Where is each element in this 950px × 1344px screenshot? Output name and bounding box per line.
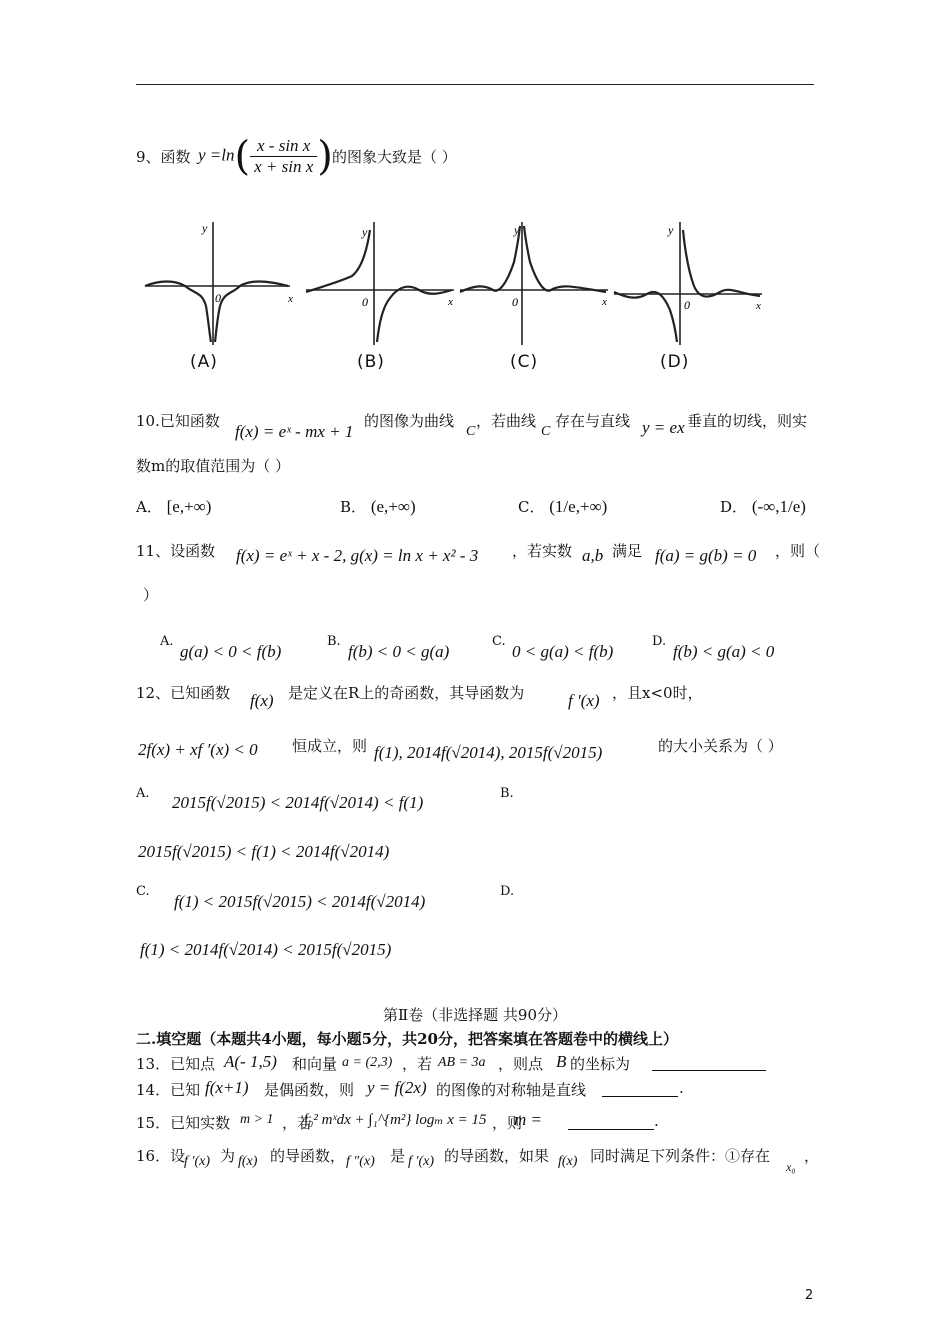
q13-cond: AB = 3a bbox=[438, 1055, 486, 1070]
q16-x0: x₀ bbox=[786, 1160, 796, 1174]
q9-d-axis-x: x bbox=[756, 300, 761, 312]
q10-line2: 数m的取值范围为（ ） bbox=[136, 457, 290, 475]
q16-text3: 的导函数， bbox=[270, 1147, 346, 1165]
q11-option-d: f(b) < g(a) < 0 bbox=[673, 642, 775, 661]
q9-graph-c bbox=[458, 210, 618, 350]
q9-d-origin: 0 bbox=[684, 298, 690, 312]
q16-f2: f(x) bbox=[558, 1154, 578, 1169]
q11-text3: 满足 bbox=[612, 542, 643, 560]
q16-fp: f ′(x) bbox=[184, 1154, 210, 1169]
header-rule bbox=[136, 84, 814, 85]
q11-option-b-label: B. bbox=[327, 634, 341, 649]
q10-formula: f(x) = eˣ - mx + 1 bbox=[235, 422, 354, 441]
q11-text1: 11、设函数 bbox=[136, 542, 216, 560]
q14-end: . bbox=[679, 1079, 684, 1097]
q9-a-axis-x: x bbox=[288, 293, 293, 305]
q15-text1: 15．已知实数 bbox=[136, 1114, 231, 1132]
q9-graph-a bbox=[140, 210, 300, 350]
q13-text2: 和向量 bbox=[292, 1055, 338, 1073]
q12-fpx: f ′(x) bbox=[568, 691, 600, 710]
q9-label-b: (B) bbox=[357, 352, 385, 372]
q13-text3: ，若 bbox=[402, 1055, 433, 1073]
q10-option-c: C． (1/e,+∞) bbox=[518, 497, 608, 516]
q12-option-d-label: D. bbox=[500, 884, 515, 899]
q12-text2: 是定义在R上的奇函数，其导函数为 bbox=[288, 684, 525, 702]
q13-text5: 的坐标为 bbox=[570, 1055, 631, 1073]
q11-option-a-label: A. bbox=[160, 634, 174, 649]
q9-label-d: (D) bbox=[660, 352, 690, 372]
q12-ineq: 2f(x) + xf ′(x) < 0 bbox=[138, 740, 258, 759]
q12-option-d: f(1) < 2014f(√2014) < 2015f(√2015) bbox=[140, 940, 392, 959]
q10-text2: 的图像为曲线 bbox=[364, 412, 455, 430]
q11-option-c-label: C. bbox=[492, 634, 506, 649]
q12-option-a: 2015f(√2015) < 2014f(√2014) < f(1) bbox=[172, 793, 424, 812]
q16-f: f(x) bbox=[238, 1154, 258, 1169]
page-number: 2 bbox=[805, 1288, 814, 1303]
q9-frac-den: x + sin x bbox=[254, 157, 314, 176]
q14-f2: y = f(2x) bbox=[367, 1078, 427, 1097]
q15-m: m = bbox=[514, 1110, 542, 1129]
q15-integral: ∫₀² mˣdx + ∫₁^{m²} logₘ x = 15 bbox=[304, 1112, 487, 1128]
q10-text4: 存在与直线 bbox=[555, 412, 631, 430]
q12-option-c: f(1) < 2015f(√2015) < 2014f(√2014) bbox=[174, 892, 426, 911]
q9-b-origin: 0 bbox=[362, 295, 368, 309]
q11-option-a: g(a) < 0 < f(b) bbox=[180, 642, 282, 661]
q9-d-axis-y: y bbox=[668, 223, 674, 237]
q13-point-a: A(- 1,5) bbox=[224, 1052, 277, 1071]
q9-c-axis-x: x bbox=[602, 296, 607, 308]
q16-end: ， bbox=[804, 1147, 820, 1165]
q10-option-d: D． (-∞,1/e) bbox=[720, 497, 806, 516]
q16-text6: 同时满足下列条件：①存在 bbox=[590, 1147, 771, 1165]
q14-f1: f(x+1) bbox=[205, 1078, 249, 1097]
q16-text1: 16．设 bbox=[136, 1147, 186, 1165]
q13-text1: 13．已知点 bbox=[136, 1055, 216, 1073]
q9-a-axis-y: y bbox=[202, 221, 208, 235]
q16-text5: 的导函数，如果 bbox=[444, 1147, 550, 1165]
q9-frac-num: x - sin x bbox=[250, 136, 317, 157]
q12-text4: 恒成立，则 bbox=[292, 737, 368, 755]
q15-end: . bbox=[654, 1112, 659, 1130]
part2-section: 二.填空题（本题共4小题，每小题5分，共20分，把答案填在答题卷中的横线上） bbox=[136, 1030, 678, 1048]
q10-curve-c: C bbox=[466, 424, 476, 439]
q10-line: y = ex bbox=[642, 418, 685, 437]
q11-text4: ，则（ bbox=[775, 542, 821, 560]
q14-text1: 14．已知 bbox=[136, 1081, 201, 1099]
q13-vector: a = (2,3) bbox=[342, 1055, 393, 1070]
q9-suffix: 的图象大致是（ ） bbox=[332, 148, 457, 166]
q12-option-b-label: B. bbox=[500, 786, 514, 801]
part2-title: 第Ⅱ卷（非选择题 共90分） bbox=[382, 1006, 568, 1024]
q15-answer-blank[interactable] bbox=[568, 1115, 654, 1130]
q9-graph-b bbox=[304, 210, 464, 350]
q9-c-origin: 0 bbox=[512, 295, 518, 309]
q16-fpp: f ″(x) bbox=[346, 1154, 375, 1169]
q11-option-d-label: D. bbox=[652, 634, 667, 649]
q10-text5: 垂直的切线，则实 bbox=[687, 412, 808, 430]
q12-text3: ，且x<0时， bbox=[612, 684, 703, 702]
q9-label-a: (A) bbox=[190, 352, 218, 372]
q12-text5: 的大小关系为（ ） bbox=[658, 737, 783, 755]
q14-text2: 是偶函数，则 bbox=[264, 1081, 355, 1099]
q12-option-c-label: C. bbox=[136, 884, 150, 899]
q11-cond: f(a) = g(b) = 0 bbox=[655, 546, 757, 565]
q13-text4: ，则点 bbox=[498, 1055, 544, 1073]
q10-option-b: B． (e,+∞) bbox=[340, 497, 416, 516]
q15-text2: ，若 bbox=[282, 1114, 313, 1132]
q11-text2: ，若实数 bbox=[512, 542, 573, 560]
q15-cond: m > 1 bbox=[240, 1112, 274, 1127]
q10-curve-c2: C bbox=[541, 424, 551, 439]
q13-b: B bbox=[556, 1052, 567, 1071]
q11-text5: ） bbox=[143, 586, 159, 604]
q9-prefix: 9、函数 bbox=[136, 148, 191, 166]
q16-text4: 是 bbox=[390, 1147, 406, 1165]
q12-option-a-label: A. bbox=[136, 786, 150, 801]
q11-ab: a,b bbox=[582, 546, 604, 565]
q12-fx: f(x) bbox=[250, 691, 274, 710]
q9-b-axis-y: y bbox=[362, 225, 368, 239]
q9-c-axis-y: y bbox=[514, 223, 520, 237]
q15-text3: ，则 bbox=[492, 1114, 523, 1132]
q9-label-c: (C) bbox=[510, 352, 539, 372]
q13-answer-blank[interactable] bbox=[652, 1056, 766, 1071]
q10-text1: 10.已知函数 bbox=[136, 412, 220, 430]
q9-b-axis-x: x bbox=[448, 296, 453, 308]
q10-option-a: A． [e,+∞) bbox=[136, 497, 212, 516]
q12-text1: 12、已知函数 bbox=[136, 684, 231, 702]
q16-text2: 为 bbox=[220, 1147, 236, 1165]
q14-answer-blank[interactable] bbox=[602, 1082, 678, 1097]
q9-stem bbox=[136, 146, 191, 167]
q9-a-origin: 0 bbox=[215, 291, 221, 305]
q10-text3: ，若曲线 bbox=[476, 412, 537, 430]
q12-vals: f(1), 2014f(√2014), 2015f(√2015) bbox=[374, 743, 603, 762]
q12-option-b: 2015f(√2015) < f(1) < 2014f(√2014) bbox=[138, 842, 390, 861]
q14-text3: 的图像的对称轴是直线 bbox=[436, 1081, 587, 1099]
q9-graph-d bbox=[612, 210, 772, 350]
q9-fraction bbox=[250, 136, 317, 177]
q11-option-b: f(b) < 0 < g(a) bbox=[348, 642, 450, 661]
q9-formula-lhs: y =ln bbox=[198, 145, 235, 165]
q16-fp2: f ′(x) bbox=[408, 1154, 434, 1169]
q9-formula: y =ln( $\frac{\text{x - sin x}}{\text{x + sin x}}$ ) bbox=[198, 133, 333, 180]
q11-formula: f(x) = eˣ + x - 2, g(x) = ln x + x² - 3 bbox=[236, 546, 479, 565]
q11-option-c: 0 < g(a) < f(b) bbox=[512, 642, 614, 661]
